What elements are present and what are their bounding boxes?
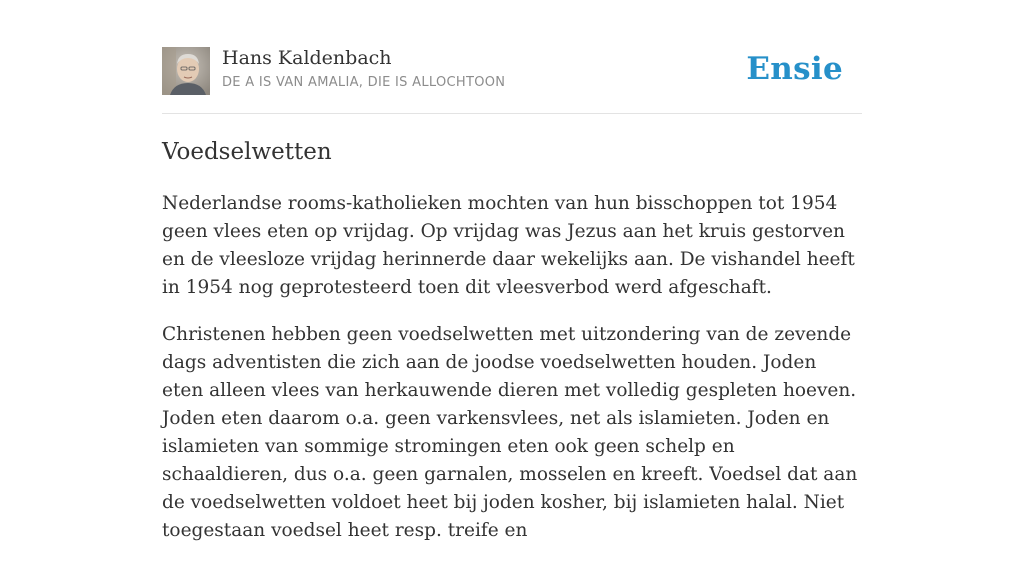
author-photo-icon — [162, 47, 210, 95]
article-header — [162, 0, 862, 114]
author-avatar[interactable] — [162, 47, 210, 95]
article-paragraph: Nederlandse rooms-katholieken mochten van hun bisschoppen tot 1954 geen vlees eten op vrijdag. Op vrijdag was Jezus aan het kruis gestorven en de vleesloze vrijdag herinnerde daar wekelijks aan. De vishandel heeft in 1954 nog geprotesteerd toen dit vleesverbod werd afgeschaft. — [162, 193, 855, 298]
article-body — [162, 190, 862, 564]
author-tagline: DE A IS VAN AMALIA, DIE IS ALLOCHTOON — [222, 75, 506, 90]
ensie-logo[interactable]: Ensie — [746, 51, 843, 87]
author-name[interactable]: Hans Kaldenbach — [222, 47, 392, 69]
article-container — [162, 0, 862, 541]
article-title: Voedselwetten — [162, 139, 332, 165]
article-paragraph: Christenen hebben geen voedselwetten met uitzondering van de zevende dags adventisten die zich aan de joodse voedselwetten houden. Joden eten alleen vlees van herkauwende dieren met volledig gespleten hoeven. Joden eten daarom o.a. geen varkensvlees, net als islamieten. Joden en islamieten van sommige stromingen eten ook geen schelp en schaaldieren, dus o.a. geen garnalen, mosselen en kreeft. Voedsel dat aan de voedselwetten voldoet heet bij joden kosher, bij islamieten halal. Niet toegestaan voedsel heet resp. treife en — [162, 324, 858, 541]
